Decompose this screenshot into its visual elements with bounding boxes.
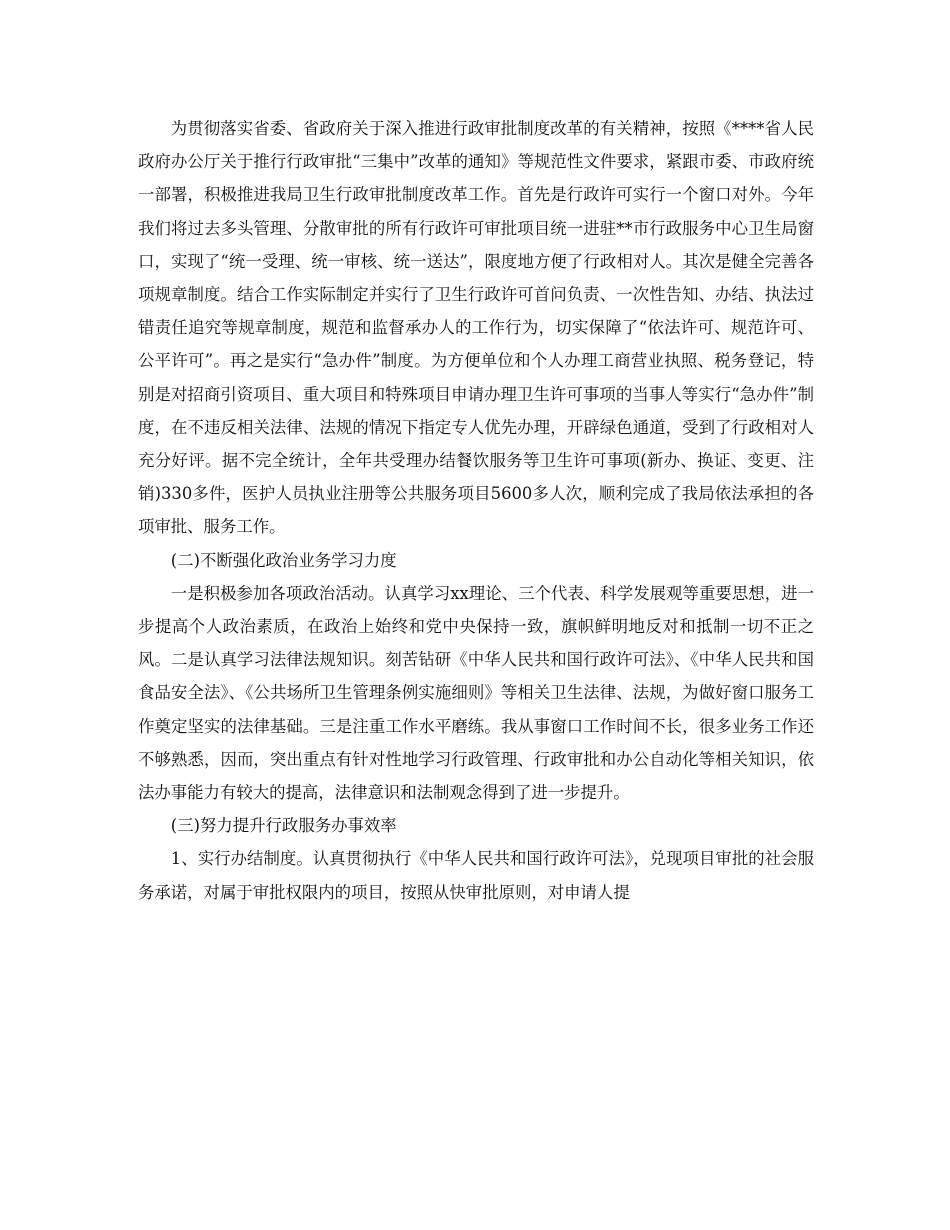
paragraph-completion-system: 1、实行办结制度。认真贯彻执行《中华人民共和国行政许可法》，兑现项目审批的社会服务承诺，对属于审批权限内的项目，按照从快审批原则，对申请人提	[138, 849, 814, 902]
paragraph-political-study: 一是积极参加各项政治活动。认真学习xx理论、三个代表、科学发展观等重要思想，进一步提高个人政治素质，在政治上始终和党中央保持一致，旗帜鲜明地反对和抵制一切不正之风。二是认真学习法律法规知识。刻苦钻研《中华人民共和国行政许可法》、《中华人民共和国食品安全法》、《公共场所卫生管理条例实施细则》等相关卫生法律、法规，为做好窗口服务工作奠定坚实的法律基础。三是注重工作水平磨练。我从事窗口工作时间不长，很多业务工作还不够熟悉，因而，突出重点有针对性地学习行政管理、行政审批和办公自动化等相关知识，依法办事能力有较大的提高，法律意识和法制观念得到了进一步提升。	[138, 583, 814, 803]
section-heading-efficiency: (三)努力提升行政服务办事效率	[170, 816, 397, 836]
paragraph-approval-reform: 为贯彻落实省委、省政府关于深入推进行政审批制度改革的有关精神，按照《****省人民政府办公厅关于推行行政审批“三集中”改革的通知》等规范性文件要求，紧跟市委、市政府统一部署，积极推进我局卫生行政审批制度改革工作。首先是行政许可实行一个窗口对外。今年我们将过去多头管理、分散审批的所有行政许可审批项目统一进驻**市行政服务中心卫生局窗口，实现了“统一受理、统一审核、统一送达”，限度地方便了行政相对人。其次是健全完善各项规章制度。结合工作实际制定并实行了卫生行政许可首问负责、一次性告知、办结、执法过错责任追究等规章制度，规范和监督承办人的工作行为，切实保障了“依法许可、规范许可、公平许可”。再之是实行“急办件”制度。为方便单位和个人办理工商营业执照、税务登记，特别是对招商引资项目、重大项目和特殊项目申请办理卫生许可事项的当事人等实行“急办件”制度，在不违反相关法律、法规的情况下指定专人优先办理，开辟绿色通道，受到了行政相对人充分好评。据不完全统计，全年共受理办结餐饮服务等卫生许可事项(新办、换证、变更、注销)330多件，医护人员执业注册等公共服务项目5600多人次，顺利完成了我局依法承担的各项审批、服务工作。	[138, 119, 814, 537]
section-heading-study: (二)不断强化政治业务学习力度	[170, 550, 397, 570]
document-body	[138, 112, 814, 909]
